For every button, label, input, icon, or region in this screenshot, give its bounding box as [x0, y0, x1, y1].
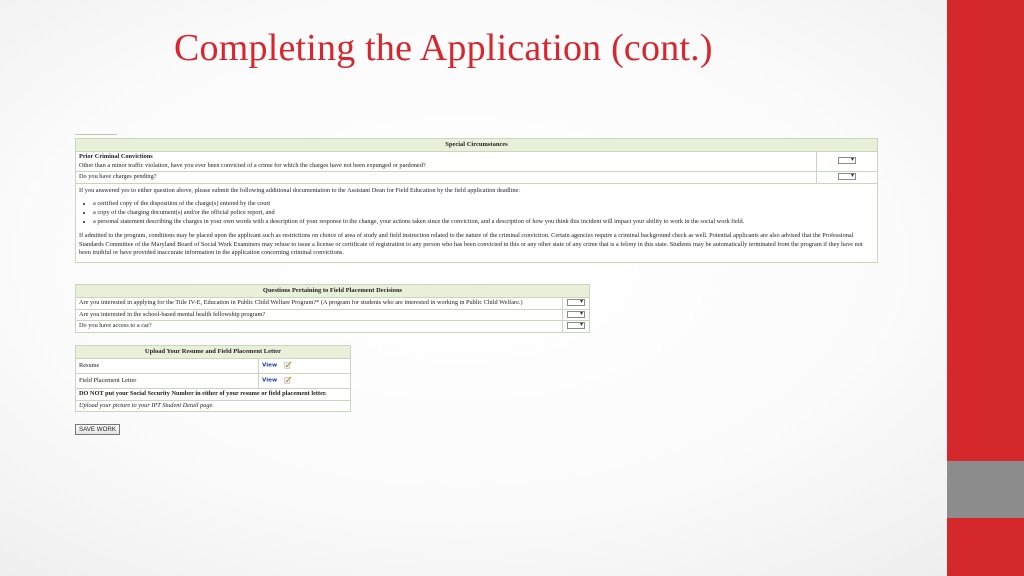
field-placement-header: Questions Pertaining to Field Placement Decisions: [76, 285, 590, 298]
picture-note: Upload your picture to your IPT Student Detail page.: [76, 400, 351, 412]
chevron-down-icon: ▾: [579, 298, 583, 306]
table-row: [76, 389, 351, 401]
chevron-down-icon: ▾: [850, 156, 854, 164]
chevron-down-icon: ▾: [579, 309, 583, 317]
letter-actions: [259, 374, 351, 389]
list-item: • a certified copy of the disposition of the charge(s) entered by the court: [93, 200, 874, 209]
school-mental-health-question: Are you interested in the school-based mental health fellowship program?: [76, 309, 563, 321]
table-row: [76, 359, 351, 374]
prior-convictions-cell: [76, 152, 817, 172]
pencil-icon[interactable]: [284, 361, 292, 369]
charges-pending-row: [76, 172, 878, 184]
prior-convictions-label: Prior Criminal Convictions: [79, 153, 153, 160]
upload-table: [75, 345, 351, 412]
resume-actions: [259, 359, 351, 374]
car-access-question: Do you have access to a car?: [76, 321, 563, 333]
field-placement-letter-label: Field Placement Letter: [76, 374, 259, 389]
car-access-select[interactable]: [567, 322, 585, 329]
table-row: [76, 309, 590, 321]
prior-convictions-question: Other than a minor traffic violation, have you ever been convicted of a crime for which the charges have not been expunged or pardoned?: [79, 161, 426, 169]
prior-convictions-select-cell: [817, 152, 878, 172]
title-ive-question: Are you interested in applying for the Title IV-E, Education in Public Child Welfare Program?* (A program for students who are interested in working in Public Child Welfare.): [76, 298, 563, 310]
pencil-icon[interactable]: [284, 376, 292, 384]
title-ive-select-cell: [563, 298, 590, 310]
charges-pending-select[interactable]: [838, 173, 856, 180]
chevron-down-icon: ▾: [579, 321, 583, 329]
resume-label: Resume: [76, 359, 259, 374]
car-access-select-cell: [563, 321, 590, 333]
table-row: [76, 321, 590, 333]
instructions-row: [76, 183, 878, 262]
sidebar-gray-block: [947, 461, 1024, 518]
resume-view-link[interactable]: View: [262, 362, 278, 369]
instructions-cell: [76, 183, 878, 262]
field-placement-table: [75, 284, 590, 333]
slide-title: Completing the Application (cont.): [174, 27, 713, 69]
upload-header: Upload Your Resume and Field Placement Letter: [76, 346, 351, 359]
required-documents-list: [79, 200, 874, 226]
admission-notice: If admitted to the program, conditions may be placed upon the applicant such as restrictions on choice of area of study and field instruction related to the nature of the criminal conviction. Certain agencies require a criminal background check as well. Potential applicants are also advised that the Professional Standards Committee of the Maryland Board of Social Work Examiners may refuse to issue a license or certificate of registration to any person who has been convicted in this or any other state of any crime that is a felony in this state. Students may be automatically terminated from the program if they have not been truthful or have provided inaccurate information in the application concerning criminal convictions.: [79, 232, 863, 257]
ssn-warning: DO NOT put your Social Security Number in either of your resume or field placement letter.: [76, 389, 351, 401]
prior-convictions-row: [76, 152, 878, 172]
table-row: [76, 298, 590, 310]
school-mental-health-select-cell: [563, 309, 590, 321]
special-circumstances-header: Special Circumstances: [76, 139, 878, 152]
table-row: [76, 400, 351, 412]
letter-view-link[interactable]: View: [262, 377, 278, 384]
prior-convictions-select[interactable]: [838, 157, 856, 164]
instructions-intro: If you answered yes to either question above, please submit the following additional documentation to the Assistant Dean for Field Education by the field application deadline:: [79, 186, 521, 194]
list-item: • a personal statement describing the charges in your own words with a description of your response to the change, your actions taken since the conviction, and a description of how you think this incident will impact your ability to work in the social work field.: [93, 218, 874, 227]
title-ive-select[interactable]: [567, 299, 585, 306]
charges-pending-select-cell: [817, 172, 878, 184]
save-work-button[interactable]: SAVE WORK: [75, 424, 120, 435]
special-circumstances-table: [75, 138, 878, 263]
table-row: [76, 374, 351, 389]
school-mental-health-select[interactable]: [567, 311, 585, 318]
chevron-down-icon: ▾: [850, 172, 854, 180]
charges-pending-question: Do you have charges pending?: [76, 172, 817, 184]
list-item: • a copy of the charging document(s) and/or the official police report, and: [93, 209, 874, 218]
